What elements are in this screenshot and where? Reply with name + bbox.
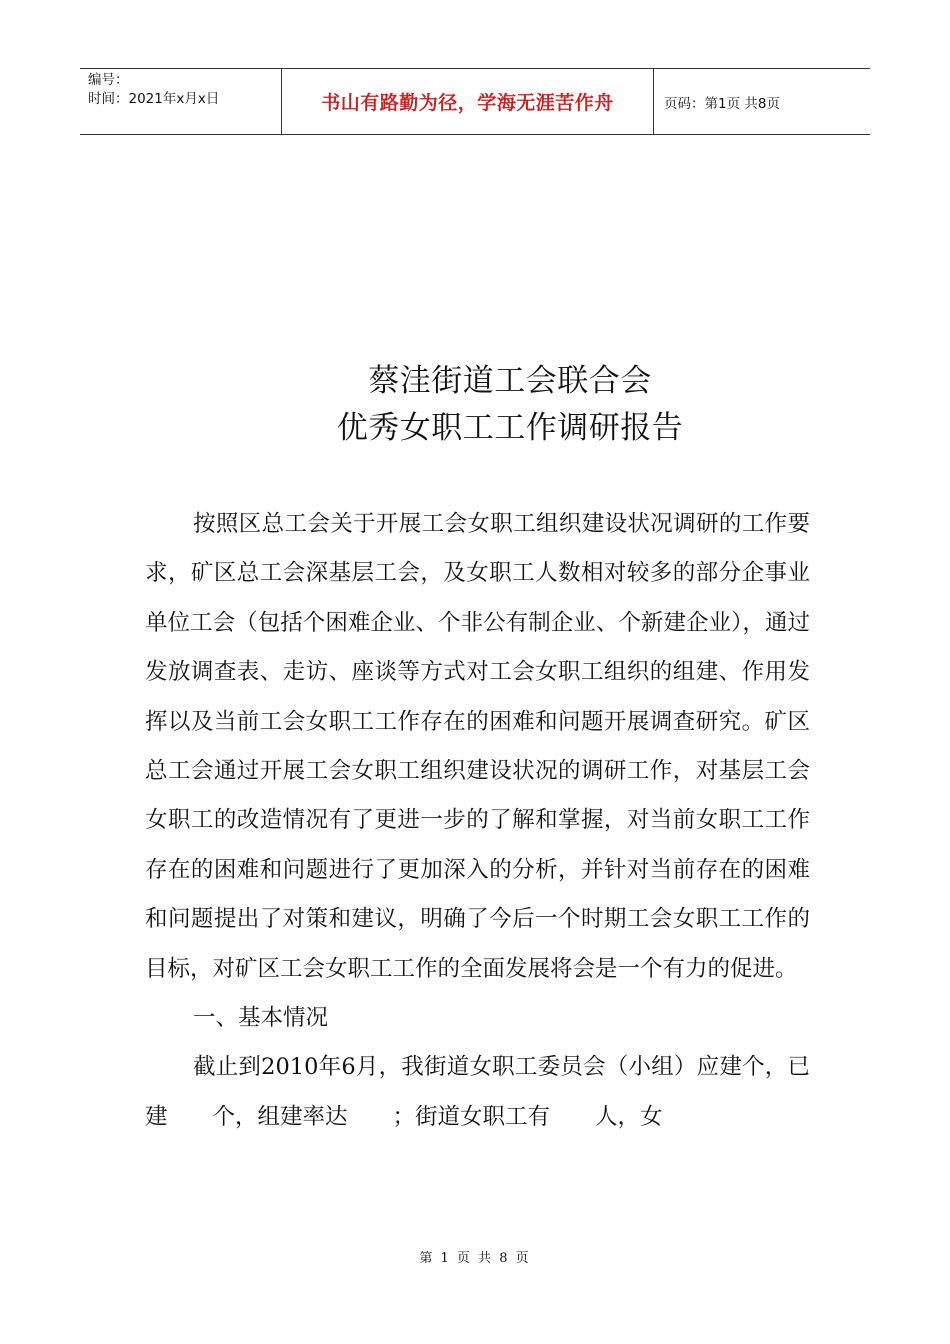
paragraph-intro: 按照区总工会关于开展工会女职工组织建设状况调研的工作要求，矿区总工会深基层工会，及女职工人数相对较多的部分企事业单位工会（包括个困难企业、个非公有制企业、个新建企业），通过发放调查表、走访、座谈等方式对工会女职工组织的组建、作用发挥以及当前工会女职工工作存在的困难和问题开展调查研究。矿区总工会通过开展工会女职工组织建设状况的调研工作，对基层工会女职工的改造情况有了更进一步的了解和掌握，对当前女职工工作存在的困难和问题进行了更加深入的分析，并针对当前存在的困难和问题提出了对策和建议，明确了今后一个时期工会女职工工作的目标，对矿区工会女职工工作的全面发展将会是一个有力的促进。: [145, 511, 810, 982]
page-footer: 第 1 页 共 8 页: [419, 1251, 531, 1266]
paragraph-basic-info: 截止到2010年6月，我街道女职工委员会（小组）应建个，已建 个，组建率达 ；街道女职工有 人，女: [145, 1054, 810, 1130]
document-header: [80, 68, 870, 135]
section-heading: 一、基本情况: [193, 1005, 329, 1032]
document-title-line1: 蔡洼街道工会联合会: [368, 363, 652, 399]
document-title-line2: 优秀女职工工作调研报告: [336, 410, 684, 446]
header-page-info: 页码：第1页 共8页: [664, 95, 780, 112]
document-body: [145, 500, 810, 1142]
header-motto: 书山有路勤为径，学海无涯苦作舟: [282, 69, 654, 134]
header-meta-cell: [80, 69, 282, 134]
number-label: 编号：: [88, 72, 129, 88]
time-label: 时间：2021年x月x日: [88, 91, 220, 107]
